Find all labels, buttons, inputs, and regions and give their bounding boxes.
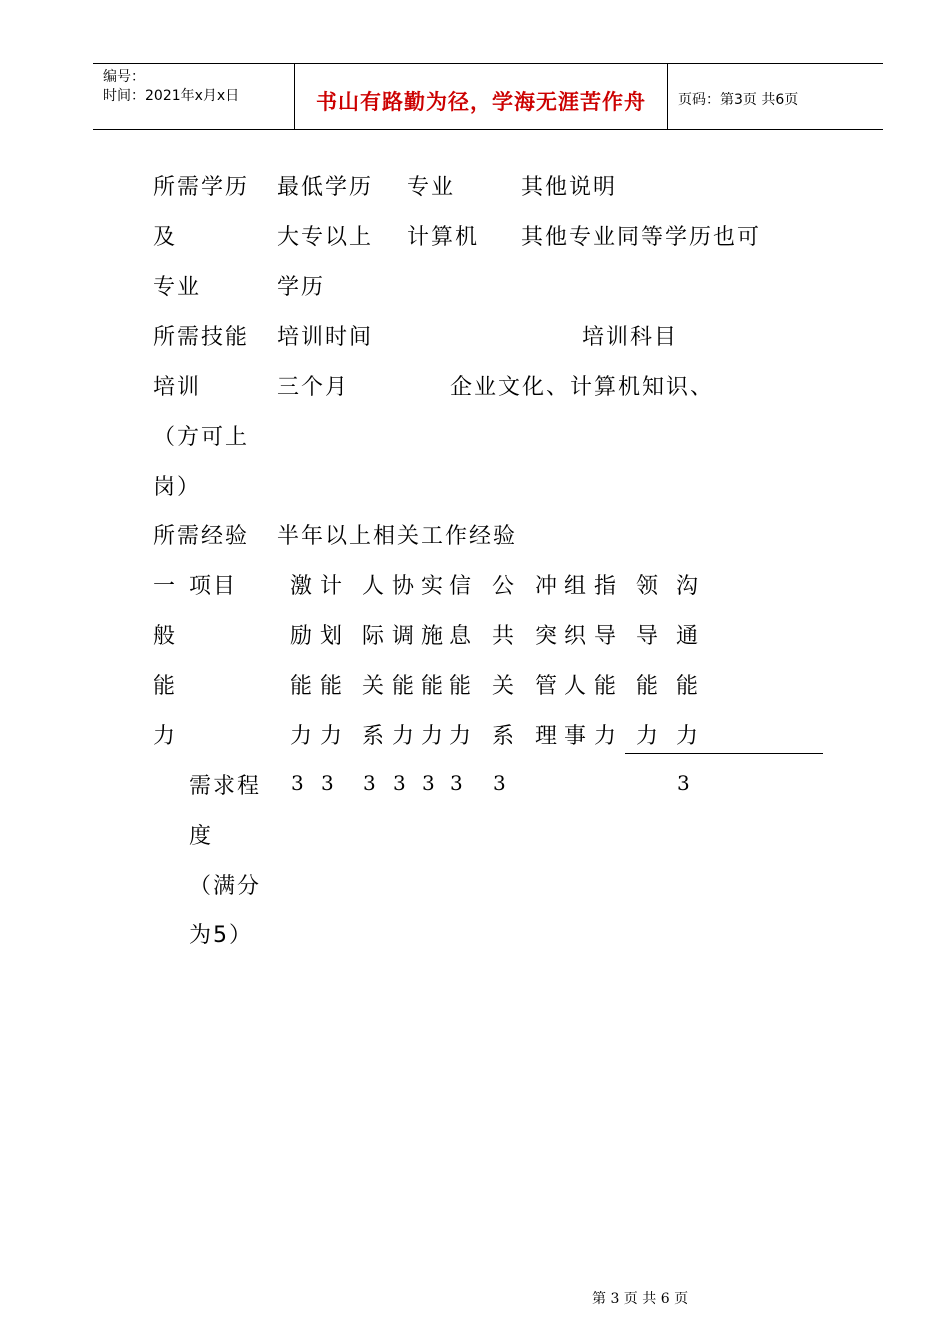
ability-char: 系: [492, 724, 517, 749]
ability-char: 导: [636, 624, 661, 649]
ability-char: 能: [421, 674, 446, 699]
ability-char: 实: [421, 574, 446, 599]
training-label-line-2: 培训: [153, 375, 202, 400]
ability-char: 力: [594, 724, 619, 749]
header-divider-left: [294, 63, 295, 130]
ability-char: 导: [594, 624, 619, 649]
requirement-value: 3: [321, 771, 334, 795]
ability-char: 能: [594, 674, 619, 699]
ability-char: 能: [320, 674, 345, 699]
requirement-value: 3: [422, 771, 435, 795]
ability-char: 关: [492, 674, 517, 699]
ability-char: 织: [564, 624, 589, 649]
requirement-label-line-2: 度: [189, 824, 214, 849]
training-time-header: 培训时间: [277, 325, 374, 350]
ability-char: 能: [392, 674, 417, 699]
ability-char: 力: [392, 724, 417, 749]
ability-char: 能: [449, 674, 474, 699]
ability-char: 励: [290, 624, 315, 649]
ability-char: 关: [362, 674, 387, 699]
ability-char: 人: [564, 674, 589, 699]
header-page-info: 页码：第3页 共6页: [678, 92, 799, 108]
ability-char: 力: [449, 724, 474, 749]
abilities-label-char-3: 能: [153, 674, 178, 699]
ability-char: 能: [290, 674, 315, 699]
education-note-header: 其他说明: [521, 175, 618, 200]
training-subject-header: 培训科目: [582, 325, 679, 350]
requirement-value: 3: [677, 771, 690, 795]
ability-char: 沟: [676, 574, 701, 599]
ability-char: 信: [449, 574, 474, 599]
ability-char: 理: [535, 724, 560, 749]
training-label-line-4: 岗）: [153, 475, 202, 500]
header-top-rule: [93, 63, 883, 64]
ability-char: 力: [676, 724, 701, 749]
requirement-value: 3: [450, 771, 463, 795]
ability-char: 管: [535, 674, 560, 699]
training-label-line-1: 所需技能: [153, 325, 250, 350]
ability-char: 通: [676, 624, 701, 649]
abilities-item-header: 项目: [189, 574, 238, 599]
requirement-value: 3: [363, 771, 376, 795]
ability-underline: [625, 753, 823, 754]
header-time-label: 时间：2021年x月x日: [103, 88, 240, 104]
footer-page-number: 第 3 页 共 6 页: [592, 1291, 689, 1307]
ability-char: 调: [392, 624, 417, 649]
ability-char: 能: [636, 674, 661, 699]
requirement-label-line-1: 需求程: [189, 774, 262, 799]
ability-char: 系: [362, 724, 387, 749]
ability-char: 能: [676, 674, 701, 699]
requirement-value: 3: [291, 771, 304, 795]
ability-char: 力: [636, 724, 661, 749]
ability-char: 计: [320, 574, 345, 599]
ability-char: 人: [362, 574, 387, 599]
ability-char: 突: [535, 624, 560, 649]
header-motto: 书山有路勤为径，学海无涯苦作舟: [316, 90, 646, 114]
training-time-value: 三个月: [277, 375, 350, 400]
education-label-line-3: 专业: [153, 275, 202, 300]
training-label-line-3: （方可上: [153, 425, 250, 450]
education-min-value-line-1: 大专以上: [277, 225, 374, 250]
abilities-label-char-1: 一: [153, 574, 178, 599]
ability-char: 力: [290, 724, 315, 749]
ability-char: 指: [594, 574, 619, 599]
requirement-label-line-3: （满分: [189, 874, 262, 899]
experience-value: 半年以上相关工作经验: [277, 524, 518, 549]
requirement-label-line-4: 为5）: [189, 923, 253, 948]
abilities-label-char-4: 力: [153, 724, 178, 749]
experience-label: 所需经验: [153, 524, 250, 549]
ability-char: 息: [449, 624, 474, 649]
ability-char: 协: [392, 574, 417, 599]
education-label-line-2: 及: [153, 225, 178, 250]
training-subject-value: 企业文化、计算机知识、: [450, 375, 715, 400]
ability-char: 组: [564, 574, 589, 599]
ability-char: 划: [320, 624, 345, 649]
ability-char: 激: [290, 574, 315, 599]
header-number-label: 编号：: [103, 69, 145, 85]
education-note-value: 其他专业同等学历也可: [521, 225, 762, 250]
ability-char: 力: [421, 724, 446, 749]
education-major-header: 专业: [407, 175, 456, 200]
ability-char: 共: [492, 624, 517, 649]
ability-char: 公: [492, 574, 517, 599]
education-min-header: 最低学历: [277, 175, 374, 200]
education-major-value: 计算机: [407, 225, 480, 250]
education-label-line-1: 所需学历: [153, 175, 250, 200]
ability-char: 事: [564, 724, 589, 749]
header-bottom-rule: [93, 129, 883, 130]
requirement-value: 3: [493, 771, 506, 795]
requirement-value: 3: [393, 771, 406, 795]
education-min-value-line-2: 学历: [277, 275, 326, 300]
ability-char: 力: [320, 724, 345, 749]
ability-char: 冲: [535, 574, 560, 599]
header-divider-right: [667, 63, 668, 130]
abilities-label-char-2: 般: [153, 624, 178, 649]
ability-char: 施: [421, 624, 446, 649]
ability-char: 领: [636, 574, 661, 599]
ability-char: 际: [362, 624, 387, 649]
